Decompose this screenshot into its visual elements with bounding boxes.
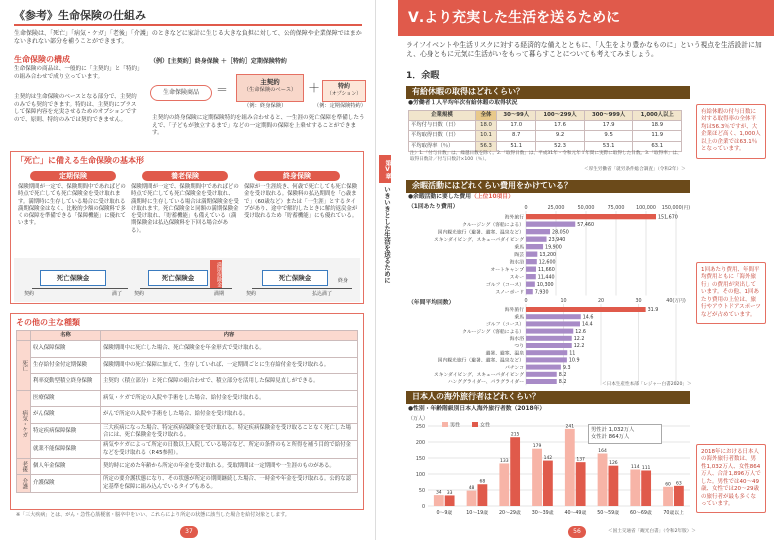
value-label: 142: [543, 456, 553, 462]
category-label: スノーボード: [495, 290, 524, 296]
bar: [576, 462, 586, 506]
value-label: 12.2: [573, 336, 585, 342]
bar: [598, 454, 608, 506]
value-label: 57,460: [577, 222, 595, 228]
axis-label: 終身: [338, 278, 349, 284]
category-label: 海水浴: [509, 260, 524, 266]
value-label: 111: [641, 465, 651, 471]
t1-cell: 18.9: [633, 121, 682, 131]
category-label: 乗馬: [514, 245, 524, 251]
category-label: ゴルフ（コース）: [485, 282, 524, 288]
category-label: 陶芸: [514, 252, 524, 258]
name-header: 名称: [31, 331, 101, 341]
category-label: 60〜69歳: [629, 511, 652, 516]
t1-cell: 17.0: [497, 121, 536, 131]
tick-label: 20: [597, 299, 605, 304]
bar: [526, 357, 567, 362]
type-name: 医療保険: [31, 390, 101, 407]
bar: [663, 487, 673, 506]
maturity-box: 満期保険金: [210, 260, 222, 288]
bar: [608, 466, 618, 506]
category-label: 70歳以上: [663, 511, 684, 516]
type-name: 利率変動型積立終身保険: [31, 374, 101, 391]
bar: [526, 372, 557, 377]
endow-death-box: 死亡保険金: [148, 270, 208, 286]
structure-text2: 主契約は生命保険のベースとなる部分で、主契約のみでも契約できます。特約は、主契約にプラスして保障内容を充実させるためのオプションですので、原則、特約のみでは契約できません。: [14, 94, 137, 123]
endow-axis: [140, 288, 232, 289]
t1-col-header: 1,000人以上: [633, 111, 682, 121]
t1-cell: 平均付与日数（日）: [409, 121, 476, 131]
c1-unit: （上位10項目）: [471, 194, 514, 200]
table-row: [17, 357, 358, 374]
right-intro: ライフイベントや生活リスクに対する経済的な備えとともに、「人生をより豊かなものに」という視点を生活設計に加え、心身ともに元気に生活がいをもって暮らすことについても考えてみましょう。: [406, 41, 762, 59]
t1-notes: 注）1.「付与日数」は、繰越日数を除く。2.「取得日数」は、平成31年・令和元年１年間に実際に取得した日数。3.「取得率」は、取得日数計／付与日数計×100（％）。: [410, 151, 682, 163]
t1-cell: 63.1: [633, 141, 682, 151]
unit-label: （万人）: [408, 416, 429, 422]
main-contract-sub: （生命保険のベース）: [243, 86, 297, 93]
bar: [526, 307, 646, 312]
t1-col-header: 300〜999人: [584, 111, 633, 121]
category-label: 避暑、避寒、温泉: [485, 351, 524, 357]
col-whole-life: 終身保険: [254, 171, 340, 181]
legend-label: 男性: [450, 422, 461, 429]
t1-cell: 平均取得率（％）: [409, 141, 476, 151]
note-leisure: 1回あたり費用、年間平均費用ともに「海外旅行」の費用が突出しています。その他、1回あたり費用の上位は、旅行やアウトドアスポーツなどが占めています。: [696, 262, 766, 324]
axis-label: 満期: [214, 291, 225, 297]
right-page-number: 56: [568, 526, 586, 538]
c1-sub1: （1回あたり費用）: [408, 204, 459, 210]
legend-swatch: [442, 422, 448, 427]
rider-label: 特約: [337, 83, 350, 90]
category-label: オートキャンプ: [490, 267, 524, 273]
c1-source: ＜日本生産性本部「レジャー白書2020」＞: [602, 382, 692, 387]
q-overseas: 日本人の海外旅行者はどれくらい？: [406, 391, 690, 404]
category-label: 0〜9歳: [436, 511, 453, 516]
t1-cell: 56.3: [475, 141, 496, 151]
bar: [526, 336, 572, 341]
axis-label: 満了: [112, 291, 123, 297]
value-label: 13,200: [539, 252, 557, 258]
category-label: バチンコ: [505, 365, 524, 371]
main-contract-box: [236, 74, 304, 102]
right-title: Ⅴ.より充実した生活を送るために: [398, 0, 774, 36]
type-content: 病気・ケガで所定の入院や手術をした場合、給付金を受け取れる。: [101, 390, 358, 407]
category-label: 海水浴: [509, 336, 524, 342]
group-header: [17, 331, 31, 341]
q-leisure-cost: 余暇活動にはどれくらい費用をかけている？: [406, 180, 690, 193]
equals-sign: ＝: [216, 83, 229, 97]
value-label: 12,600: [538, 260, 556, 266]
t1-col-header: 30〜99人: [497, 111, 536, 121]
value-label: 8.2: [558, 380, 567, 386]
value-label: 33: [446, 490, 453, 496]
note-paid-leave: 有給休暇の付与日数に対する取得率の全体平均は56.3％ですが、大企業ほど高く、1,000人以上の企業では63.1％となっています。: [696, 104, 766, 159]
whole-death-box: 死亡保険金: [262, 270, 328, 286]
bar: [526, 321, 580, 326]
bar: [526, 343, 572, 348]
value-label: 31.9: [647, 308, 659, 314]
type-content: 契約時に定めた年齢から所定の年金を受け取れる。受取期間は一定期間や一生涯のものがある。: [101, 458, 358, 475]
value-label: 68: [479, 479, 486, 485]
value-label: 11,440: [537, 275, 555, 281]
tick-label: 75,000: [607, 206, 625, 211]
bar: [526, 222, 575, 227]
legend-label: 女性: [480, 422, 491, 429]
whole-axis: [252, 288, 352, 289]
axis-label: 払込満了: [312, 291, 333, 297]
t1-cell: 10.1: [475, 131, 496, 141]
value-label: 241: [565, 424, 575, 430]
left-title: 《参考》生命保険の仕組み: [14, 9, 146, 22]
content-header: 内容: [101, 331, 358, 341]
note-overseas: 2018年における日本人の海外旅行者数は、男性1,032万人、女性864万人、合計1,896万人でした。男性では40〜49歳、女性では20〜29歳の旅行者が最も多くなっています。: [696, 444, 766, 513]
bar: [526, 379, 557, 384]
rider-example: （例：定期保険特約）: [314, 103, 366, 109]
c1-title-text: ●余暇活動に要した費用: [408, 194, 472, 200]
leave-table: [408, 110, 682, 152]
c2-source: ＜国土交通省「観光白書」（令和2年版）＞: [608, 529, 696, 534]
death-heading: 「死亡」に備える生命保険の基本形: [16, 156, 144, 165]
category-label: 国内観光旅行（避暑、避寒、温泉など）: [437, 230, 524, 236]
bar: [641, 470, 651, 506]
tick-label: 40(万円): [666, 299, 686, 304]
title-rule: [14, 24, 362, 26]
category-label: ゴルフ（コース）: [485, 322, 524, 328]
tick-label: 250: [415, 424, 425, 430]
c1-title: [408, 194, 514, 202]
term-death-box: 死亡保険金: [40, 270, 106, 286]
bar: [526, 282, 535, 287]
right-page: [378, 0, 774, 540]
value-label: 9.3: [562, 365, 571, 371]
group-cell: 病気・ケガ: [17, 390, 31, 458]
value-label: 164: [598, 449, 607, 455]
whole-life-text: 保障が一生涯続き、何歳で死亡しても死亡保険金を受け取れる。保険料の払込期間を「○歳まで」（60歳など）または「一生涯」とするタイプがあり、途中で解約したときに解約返戻金が受け取れるため「貯蓄機能」にも優れている。: [244, 184, 358, 220]
tick-label: 100,000: [636, 206, 656, 211]
tick-label: 0: [524, 206, 528, 211]
type-name: 特定疾病保障保険: [31, 423, 101, 441]
bar: [526, 289, 533, 294]
t1-cell: 53.1: [584, 141, 633, 151]
plus-sign: ＋: [308, 81, 321, 95]
t1-cell: 17.9: [584, 121, 633, 131]
value-label: 215: [510, 432, 520, 438]
value-label: 137: [576, 457, 585, 463]
t1-col-header: 100〜299人: [536, 111, 585, 121]
bar: [532, 449, 542, 506]
bar: [526, 252, 537, 257]
tick-label: 10: [560, 299, 567, 304]
value-label: 179: [532, 444, 542, 450]
value-label: 114: [631, 465, 640, 471]
left-intro: 生命保険は、「死亡」「病気・ケガ」「老後」「介護」のときなどに家計に生じる大きな負担に対して、公的保障や企業保障ではまかないきれない部分を補うことができます。: [14, 30, 362, 46]
bar: [467, 491, 477, 506]
category-label: 乗馬: [514, 315, 524, 321]
t1-cell: 9.5: [584, 131, 633, 141]
term-axis: [32, 288, 128, 289]
bar: [526, 214, 656, 219]
structure-text1: 生命保険の商品は、一般的に「主契約」と「特約」の組み合わせで成り立っています。: [14, 66, 140, 80]
t1-cell: 51.1: [497, 141, 536, 151]
bar: [543, 461, 553, 506]
left-page: [0, 0, 376, 540]
table-row: [17, 458, 358, 475]
t1-title: ●労働者１人平均年次有給休暇の取得状況: [408, 100, 518, 106]
main-contract-example: （例：終身保険）: [244, 103, 287, 109]
table-row: [17, 475, 358, 493]
footnote: ※「三大疾病」とは、がん・急性心筋梗塞・脳卒中をいい、これらにより所定の状態に該当した場合を給付対象とします。: [16, 512, 290, 518]
axis-label: 契約: [24, 291, 35, 297]
axis-label: 契約: [246, 291, 257, 297]
category-label: 海外旅行: [504, 308, 524, 314]
rider-sub: （オプション）: [326, 91, 362, 98]
value-label: 126: [609, 461, 618, 467]
col-term: 定期保険: [30, 171, 116, 181]
bar: [526, 365, 561, 370]
other-types-heading: その他の主な種類: [16, 318, 80, 327]
type-content: がんで所定の入院や手術をした場合、給付金を受け取れる。: [101, 407, 358, 424]
table-row: [17, 441, 358, 459]
bar: [674, 486, 684, 506]
bar: [526, 229, 550, 234]
type-content: 病気やケガによって所定の日数以上入院している場合など、所定の条件のもと所得を補う目的で給付金などを受け取れる（P.45参照）。: [101, 441, 358, 459]
type-name: 生存給付金付定期保険: [31, 357, 101, 374]
category-label: ハンググライダー、パラグライダー: [447, 380, 524, 386]
t1-source: ＜厚生労働省「就労条件総合調査」（令和2年）＞: [584, 167, 686, 172]
other-types-table: [16, 330, 358, 493]
table-row: [17, 407, 358, 424]
tick-label: 150: [415, 456, 425, 462]
female-total: 女性計 864万人: [591, 434, 630, 441]
value-label: 23,940: [548, 237, 566, 243]
tick-label: 0: [524, 299, 528, 304]
value-label: 11: [569, 351, 576, 357]
category-label: スキー: [509, 275, 524, 281]
category-label: 50〜59歳: [597, 511, 620, 516]
value-label: 63: [676, 481, 682, 487]
bar: [434, 495, 444, 506]
c2-totals-box: [588, 424, 662, 444]
type-name: 就業不能保障保険: [31, 441, 101, 459]
type-name: がん保険: [31, 407, 101, 424]
category-label: 国内観光旅行（避暑、避寒、温泉など）: [437, 358, 524, 364]
value-label: 12.2: [573, 344, 585, 350]
table-row: [17, 341, 358, 358]
structure-heading: 生命保険の構成: [14, 55, 70, 64]
t1-row: [409, 131, 682, 141]
tick-label: 25,000: [547, 206, 565, 211]
tick-label: 50: [418, 488, 425, 494]
bar: [477, 484, 487, 506]
bar: [499, 463, 509, 506]
value-label: 60: [665, 482, 671, 488]
cost-per-time-chart: [408, 203, 698, 298]
value-label: 48: [468, 486, 475, 492]
category-label: スキンダイビング、スキューバダイビング: [433, 372, 524, 378]
tick-label: 50,000: [577, 206, 595, 211]
diagram-label: （例）[主契約］終身保険 ＋［特約］定期保険特約: [150, 58, 287, 65]
bar: [526, 244, 543, 249]
axis-label: 契約: [134, 291, 145, 297]
value-label: 151,670: [658, 215, 678, 221]
term-text: 保険期間が一定で、保険期間中であればどの時点で死亡しても死亡保険金を受け取れます。満期時に生存している場合に受け取れる満期保険金はなく、比較的少額の保険料で多くの保障を準備できる「保障機能」に優れています。: [18, 184, 126, 227]
type-content: 保険期間中に死亡した場合、死亡保険金を年金形式で受け取れる。: [101, 341, 358, 358]
chapter-tab: 第Ⅴ章: [379, 155, 391, 183]
bar: [445, 495, 455, 506]
type-content: 所定の要介護状態になり、その状態が所定の期間継続した場合、一時金や年金を受け取れる。公的な認定基準を保障に組み込んでいるタイプもある。: [101, 475, 358, 493]
value-label: 14.6: [582, 315, 594, 321]
section-heading-leisure: 1．余暇: [406, 71, 440, 81]
value-label: 19,900: [545, 245, 562, 251]
tick-label: 30: [635, 299, 642, 304]
table-row: [17, 390, 358, 407]
bar: [526, 267, 536, 272]
t1-cell: 52.3: [536, 141, 585, 151]
bar: [526, 274, 536, 279]
bar: [565, 429, 575, 506]
category-label: 10〜19歳: [466, 511, 489, 516]
product-box: 生命保険商品: [150, 85, 212, 101]
col-endowment: 養老保険: [142, 171, 228, 181]
value-label: 14.4: [582, 322, 593, 328]
category-label: スキンダイビング、スキューバダイビング: [433, 237, 524, 243]
value-label: 34: [435, 490, 442, 496]
tick-label: 150,000(円): [661, 206, 691, 211]
category-label: 40〜49歳: [564, 511, 587, 516]
diagram-text: 主契約の終身保険に定期保険特約を組み合わせると、一生涯の死亡保障を準備したうえで、「子どもが独立するまで」などの一定期間の保障を上乗せすることができます。: [152, 115, 365, 137]
type-content: 主契約（積立部分）と死亡保障の組合わせで、積立部分を活用した保障見直しができる。: [101, 374, 358, 391]
value-label: 11,660: [537, 267, 555, 273]
type-content: 保険期間中の死亡保障に加えて、生存していれば、一定期間ごとに生存給付金を受け取れる。: [101, 357, 358, 374]
t1-cell: 平均取得日数（日）: [409, 131, 476, 141]
value-label: 12.6: [575, 329, 586, 335]
tick-label: 200: [415, 440, 425, 446]
tick-label: 0: [421, 504, 425, 510]
bar: [526, 314, 581, 319]
type-name: 収入保障保険: [31, 341, 101, 358]
t1-row: [409, 121, 682, 131]
type-name: 介護保険: [31, 475, 101, 493]
bar: [526, 259, 537, 264]
t1-cell: 11.9: [633, 131, 682, 141]
value-label: 133: [500, 458, 509, 464]
bar: [510, 437, 520, 506]
bar: [526, 350, 567, 355]
category-label: つり: [514, 344, 524, 350]
type-name: 個人年金保険: [31, 458, 101, 475]
left-page-number: 37: [180, 526, 198, 538]
value-label: 10,300: [536, 282, 554, 288]
annual-times-chart: [408, 296, 698, 388]
t1-row: [409, 141, 682, 151]
male-total: 男性計 1,032万人: [591, 427, 635, 433]
group-cell: 死亡: [17, 341, 31, 391]
endowment-text: 保険期間が一定で、保険期間中であればどの時点で死亡しても死亡保険金を受け取れ、満期時に生存している場合は満期保険金を受け取れます。死亡保険金と同額の満期保険金を受け取れ、「貯蓄機能」も備えている（満期保険金は払込保険料を下回る場合がある）。: [131, 184, 239, 234]
value-label: 10.9: [568, 358, 580, 364]
chapter-side-text: いきいきとした生活を送るために: [383, 186, 391, 284]
bar: [526, 237, 547, 242]
t1-cell: 8.7: [497, 131, 536, 141]
t1-col-header: 全体: [475, 111, 496, 121]
t1-cell: 18.0: [475, 121, 496, 131]
category-label: 海外旅行: [504, 215, 524, 221]
value-label: 28,050: [552, 230, 569, 236]
value-label: 8.2: [558, 372, 567, 378]
q-paid-leave: 有給休暇の取得はどれくらい？: [406, 86, 690, 99]
category-label: クルージング（客船による）: [462, 222, 524, 228]
c2-title: ●性別・年齢階級別日本人海外旅行者数（2018年）: [408, 406, 546, 412]
c1-sub2: （年間平均回数）: [408, 300, 455, 306]
rider-box: [322, 80, 366, 102]
category-label: クルージング（客船による）: [462, 329, 524, 335]
legend-swatch: [472, 422, 478, 427]
t1-cell: 9.2: [536, 131, 585, 141]
t1-cell: 17.6: [536, 121, 585, 131]
group-cell: 老後: [17, 458, 31, 475]
t1-col-header: 企業規模: [409, 111, 476, 121]
category-label: 20〜29歳: [498, 511, 521, 516]
type-content: 三大疾病になった場合、特定疾病保険金を受け取れる。特定疾病保険金を受け取ることなく死亡した場合には、死亡保険金を受け取れる。: [101, 423, 358, 441]
main-contract-label: 主契約: [260, 78, 280, 86]
tick-label: 100: [415, 472, 425, 478]
group-cell: 介護: [17, 475, 31, 493]
table-row: [17, 374, 358, 391]
bar: [526, 329, 573, 334]
value-label: 7,930: [534, 290, 549, 296]
category-label: 30〜39歳: [531, 511, 554, 516]
bar: [630, 470, 640, 506]
table-row: [17, 423, 358, 441]
